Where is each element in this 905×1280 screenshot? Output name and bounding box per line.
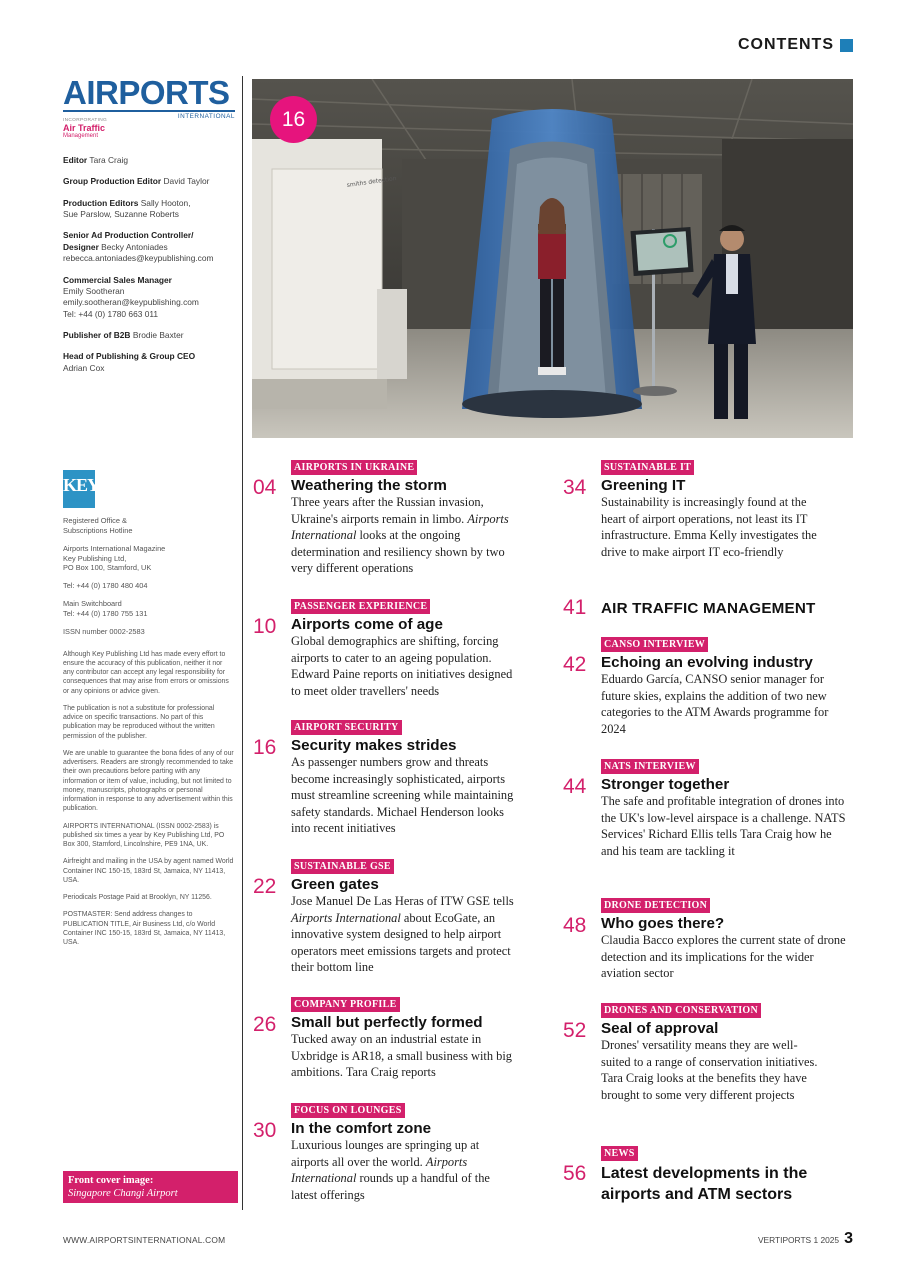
credit-group-production-editor: Group Production Editor David Taylor — [63, 176, 210, 187]
column-divider — [242, 76, 243, 1210]
footer-website: WWW.AIRPORTSINTERNATIONAL.COM — [63, 1235, 226, 1245]
article-title: Who goes there? — [601, 915, 725, 932]
article-page-number: 44 — [563, 775, 587, 798]
article-description: Luxurious lounges are springing up at airports all over the world. Airports International rounds up a handful of the latest offerings — [291, 1138, 490, 1202]
cover-title: Front cover image: — [68, 1175, 154, 1186]
article-tag: DRONE DETECTION — [601, 898, 710, 913]
article-tag: PASSENGER EXPERIENCE — [291, 599, 430, 614]
credit-editor: Editor Tara Craig — [63, 155, 129, 166]
feature-photo — [252, 79, 853, 438]
article-tag: CANSO INTERVIEW — [601, 637, 708, 652]
article-title: Security makes strides — [291, 737, 457, 754]
article-small-but-perfectly-formed[interactable] — [253, 994, 515, 1081]
logo-incorporating: INCORPORATING — [63, 117, 108, 123]
article-description: Three years after the Russian invasion, Ukraine's airports remain in limbo. Airports International looks at the ongoing determination and resiliency shown by two very different operations — [291, 495, 509, 575]
article-echoing-an-evolving-industry[interactable] — [563, 634, 853, 737]
article-tag: SUSTAINABLE GSE — [291, 859, 394, 874]
section-title: AIR TRAFFIC MANAGEMENT — [601, 599, 816, 617]
office-label: Registered Office & Subscriptions Hotline — [63, 516, 133, 535]
credits-list — [63, 155, 235, 374]
article-title: Seal of approval — [601, 1020, 719, 1037]
article-page-number: 52 — [563, 1019, 587, 1042]
article-tag: FOCUS ON LOUNGES — [291, 1103, 405, 1118]
article-green-gates[interactable] — [253, 856, 515, 975]
article-tag: NATS INTERVIEW — [601, 759, 699, 774]
article-description: Jose Manuel De Las Heras of ITW GSE tells Airports International about EcoGate, an innovative system designed to help airport operators meet emissions targets and protect their bottom line — [291, 894, 514, 974]
switchboard: Main Switchboard Tel: +44 (0) 1780 755 131 — [63, 599, 148, 618]
footer-issue: VERTIPORTS 1 2025 — [757, 1235, 840, 1245]
article-page-number: 26 — [253, 1013, 277, 1036]
publication-info: AIRPORTS INTERNATIONAL (ISSN 0002-2583) is published six times a year by Key Publishing Ltd, PO Box 300, Stamford, Lincolnshire, PE9 1NA, UK. — [63, 822, 225, 849]
article-greening-it[interactable] — [563, 457, 853, 560]
article-airports-come-of-age[interactable] — [253, 596, 515, 699]
key-publishing-sub: Publishing — [68, 498, 90, 503]
airports-logo — [63, 76, 235, 139]
article-title: Small but perfectly formed — [291, 1014, 483, 1031]
article-description: Tucked away on an industrial estate in Uxbridge is AR18, a small business with big ambitions. Tara Craig reports — [291, 1032, 512, 1080]
article-description: As passenger numbers grow and threats become increasingly sophisticated, airports must streamline screening while maintaining safety standards. Michael Henderson looks into recent initiatives — [291, 755, 514, 835]
article-tag: NEWS — [601, 1146, 638, 1161]
periodicals-info: Periodicals Postage Paid at Brooklyn, NY 11256. — [63, 894, 212, 902]
footer-issue-info — [758, 1230, 853, 1248]
article-title: Latest developments in the airports and ATM sectors — [601, 1165, 808, 1204]
issn: ISSN number 0002-2583 — [63, 626, 145, 636]
article-page-number: 22 — [253, 875, 277, 898]
disclaimer-accuracy: Although Key Publishing Ltd has made every effort to ensure the accuracy of this publication, neither it nor any contributor can accept any legal responsibility for consequences that may arise from errors or omissions or any opinions or advice given. — [63, 650, 229, 695]
credit-publisher: Publisher of B2B Brodie Baxter — [63, 329, 184, 340]
article-latest-developments[interactable] — [563, 1143, 853, 1205]
article-tag: AIRPORTS IN UKRAINE — [291, 460, 417, 475]
disclaimer-advice: The publication is not a substitute for professional advice on specific transactions. No part of this publication may be reproduced without the written permission of the publisher. — [63, 704, 215, 740]
article-seal-of-approval[interactable] — [563, 1000, 853, 1103]
article-tag: COMPANY PROFILE — [291, 997, 400, 1012]
article-title: Weathering the storm — [291, 477, 447, 494]
article-description: Claudia Bacco explores the current state of drone detection and its implications for the wider aviation sector — [601, 933, 846, 981]
article-description: Eduardo García, CANSO senior manager for future skies, explains the addition of two new categories to the ATM Awards programme for 2024 — [601, 672, 829, 736]
logo-word: AIRPORTS — [63, 76, 235, 112]
article-page-number: 56 — [563, 1162, 587, 1185]
office-tel: Tel: +44 (0) 1780 480 404 — [63, 581, 148, 591]
article-page-number: 34 — [563, 476, 587, 499]
postmaster-info: POSTMASTER: Send address changes to PUBLICATION TITLE, Air Business Ltd, c/o World Container INC 150-15, 183rd St, Jamaica, NY 11413, USA. — [63, 911, 226, 947]
logo-atm-line1: Air Traffic — [63, 123, 106, 134]
article-title: Echoing an evolving industry — [601, 654, 813, 671]
credit-ad-production: Senior Ad Production Controller/ Designer Becky Antoniades rebecca.antoniades@keypublishing.com — [63, 230, 214, 264]
credit-head-of-publishing: Head of Publishing & Group CEO Adrian Cox — [63, 351, 196, 373]
key-publishing-logo: KEY — [63, 470, 95, 508]
article-description: Global demographics are shifting, forcing airports to cater to an ageing population. Edward Paine reports on initiatives designed to meet older travellers' needs — [291, 634, 513, 698]
article-title: In the comfort zone — [291, 1120, 432, 1137]
contents-label: CONTENTS — [738, 36, 834, 53]
article-tag: DRONES AND CONSERVATION — [601, 1003, 761, 1018]
article-tag: SUSTAINABLE IT — [601, 460, 694, 475]
cover-subtitle: Singapore Changi Airport — [68, 1187, 178, 1199]
section-air-traffic-management[interactable] — [563, 596, 815, 620]
article-title: Airports come of age — [291, 616, 443, 633]
article-title: Greening IT — [601, 477, 686, 494]
page-number: 3 — [844, 1230, 853, 1247]
article-title: Green gates — [291, 876, 379, 893]
disclaimer-advertisers: We are unable to guarantee the bona fides of any of our advertisers. Readers are strongly recommended to take their own precautions before parting with any information or item of value, including, but not limited to money, manuscripts, photographs or personal information in response to any advertisement within this publication. — [63, 749, 234, 813]
article-page-number: 10 — [253, 615, 277, 638]
article-page-number: 48 — [563, 914, 587, 937]
article-description: Sustainability is increasingly found at the heart of airport operations, not least its IT infrastructure. Emma Kelly investigates the drive to make airport IT eco-friendly — [601, 495, 817, 559]
article-security-makes-strides[interactable] — [253, 717, 515, 836]
machine-label: smiths detection — [346, 175, 397, 189]
masthead-sidebar — [63, 76, 235, 384]
credit-commercial-sales: Commercial Sales Manager Emily Sootheran emily.sootheran@keypublishing.com Tel: +44 (0) 1780 663 011 — [63, 274, 199, 319]
article-in-the-comfort-zone[interactable] — [253, 1100, 515, 1203]
airfreight-info: Airfreight and mailing in the USA by agent named World Container INC 150-15, 183rd St, Jamaica, NY 11413, USA. — [63, 858, 234, 884]
article-page-number: 04 — [253, 476, 277, 499]
article-tag: AIRPORT SECURITY — [291, 720, 402, 735]
article-who-goes-there[interactable] — [563, 895, 853, 982]
article-page-number: 30 — [253, 1119, 277, 1142]
article-description: Drones' versatility means they are well-suited to a range of conservation initiatives. Tara Craig looks at the benefits they have brought to some very different projects — [601, 1038, 818, 1102]
article-weathering-the-storm[interactable] — [253, 457, 515, 576]
logo-international: INTERNATIONAL — [177, 113, 235, 120]
front-cover-credit — [63, 1171, 238, 1203]
article-title: Stronger together — [601, 776, 730, 793]
article-stronger-together[interactable] — [563, 756, 853, 859]
credit-production-editors: Production Editors Sally Hooton, Sue Parslow, Suzanne Roberts — [63, 197, 191, 220]
section-header — [738, 36, 853, 54]
section-page-number: 41 — [563, 596, 587, 619]
article-page-number: 16 — [253, 736, 277, 759]
imprint-block — [63, 516, 235, 955]
office-address: Airports International Magazine Key Publishing Ltd, PO Box 100, Stamford, UK — [63, 543, 166, 573]
page-badge: 16 — [270, 96, 317, 143]
article-description: The safe and profitable integration of drones into the UK's low-level airspace is a challenge. NATS Services' Richard Ellis tells Tara Craig how he and his team are tackling it — [601, 794, 846, 858]
square-icon — [840, 39, 853, 52]
logo-atm-line2: Management — [63, 133, 99, 140]
article-page-number: 42 — [563, 653, 587, 676]
